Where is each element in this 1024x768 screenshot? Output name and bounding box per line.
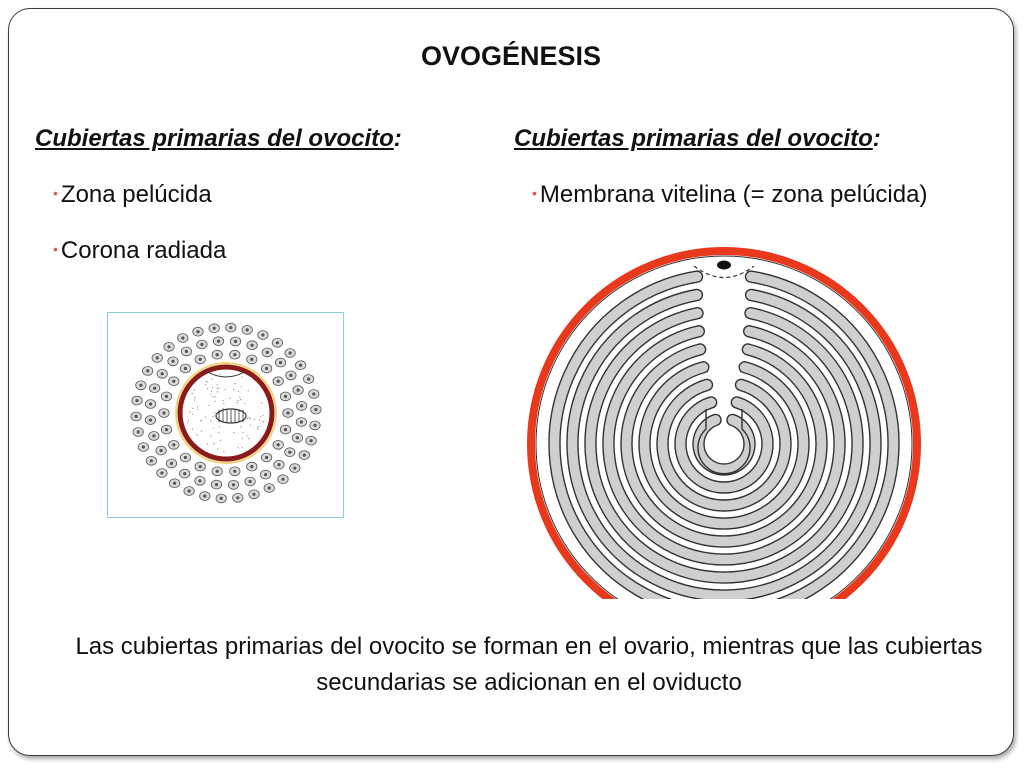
cell-nucleus — [296, 436, 299, 439]
cytoplasm-dot — [210, 393, 211, 394]
cell-nucleus — [170, 462, 173, 465]
cell-nucleus — [279, 361, 282, 364]
cytoplasm-dot — [217, 448, 218, 449]
cell-nucleus — [261, 333, 264, 336]
cell-nucleus — [232, 483, 235, 486]
cytoplasm-dot — [192, 393, 193, 394]
cell-nucleus — [216, 470, 219, 473]
cell-nucleus — [199, 358, 202, 361]
cytoplasm-dot — [215, 401, 216, 402]
cytoplasm-dot — [192, 414, 193, 415]
bullet-dot-icon: • — [532, 185, 537, 201]
cell-nucleus — [150, 459, 153, 462]
cell-nucleus — [200, 343, 203, 346]
cytoplasm-dot — [218, 432, 219, 433]
cytoplasm-dot — [212, 396, 213, 397]
cell-nucleus — [160, 449, 163, 452]
cell-nucleus — [286, 411, 289, 414]
cytoplasm-dot — [223, 408, 224, 409]
cell-nucleus — [185, 350, 188, 353]
page-title: OVOGÉNESIS — [420, 41, 602, 71]
cell-nucleus — [149, 402, 152, 405]
cytoplasm-dot — [238, 391, 239, 392]
cytoplasm-dot — [242, 432, 243, 433]
cytoplasm-dot — [249, 417, 250, 418]
cell-nucleus — [277, 380, 280, 383]
cell-nucleus — [251, 344, 254, 347]
cell-nucleus — [250, 465, 253, 468]
cell-nucleus — [139, 384, 142, 387]
cell-nucleus — [265, 456, 268, 459]
cytoplasm-dot — [258, 426, 259, 427]
cytoplasm-dot — [212, 387, 213, 388]
cytoplasm-dot — [212, 379, 213, 380]
cytoplasm-dot — [206, 381, 207, 382]
cell-nucleus — [266, 351, 269, 354]
cytoplasm-dot — [189, 412, 190, 413]
cell-nucleus — [215, 483, 218, 486]
cell-nucleus — [172, 443, 175, 446]
cell-nucleus — [236, 496, 239, 499]
cell-nucleus — [135, 399, 138, 402]
cell-nucleus — [233, 470, 236, 473]
cytoplasm-dot — [201, 431, 202, 432]
cell-nucleus — [268, 486, 271, 489]
cytoplasm-dot — [195, 397, 196, 398]
cell-nucleus — [162, 411, 165, 414]
cytoplasm-dot — [257, 427, 258, 428]
cytoplasm-dot — [260, 416, 261, 417]
cytoplasm-dot — [242, 377, 243, 378]
cytoplasm-dot — [261, 403, 262, 404]
cell-nucleus — [281, 478, 284, 481]
cytoplasm-dot — [248, 438, 249, 439]
cell-nucleus — [307, 377, 310, 380]
cytoplasm-dot — [233, 432, 234, 433]
cell-nucleus — [184, 367, 187, 370]
bullet-text: Corona radiada — [60, 237, 227, 264]
cell-nucleus — [246, 328, 249, 331]
cell-nucleus — [310, 439, 313, 442]
cytoplasm-dot — [207, 388, 208, 389]
cytoplasm-dot — [218, 388, 219, 389]
cytoplasm-dot — [215, 412, 216, 413]
cytoplasm-dot — [242, 447, 243, 448]
cytoplasm-dot — [259, 420, 260, 421]
cell-nucleus — [288, 451, 291, 454]
oocyte-membrane — [180, 367, 272, 459]
cell-nucleus — [250, 358, 253, 361]
cell-nucleus — [137, 430, 140, 433]
cytoplasm-dot — [262, 415, 263, 416]
left-heading-colon: : — [393, 125, 402, 152]
cytoplasm-dot — [205, 416, 206, 417]
cell-nucleus — [217, 340, 220, 343]
cytoplasm-dot — [220, 440, 221, 441]
vitelline-egg-figure — [524, 239, 924, 604]
cytoplasm-dot — [242, 437, 243, 438]
egg-with-vitelline-membrane-icon — [524, 239, 924, 599]
cell-nucleus — [146, 369, 149, 372]
cell-nucleus — [173, 482, 176, 485]
cell-nucleus — [156, 356, 159, 359]
germinal-disc — [717, 261, 731, 270]
cytoplasm-dot — [219, 426, 220, 427]
cytoplasm-dot — [187, 422, 188, 423]
cytoplasm-dot — [211, 436, 212, 437]
cytoplasm-dot — [257, 429, 258, 430]
cytoplasm-dot — [247, 418, 248, 419]
bullet-text: Membrana vitelina (= zona pelúcida) — [539, 181, 928, 208]
cell-nucleus — [203, 495, 206, 498]
cytoplasm-dot — [208, 405, 209, 406]
right-column-heading — [514, 125, 881, 153]
cytoplasm-dot — [219, 374, 220, 375]
cytoplasm-dot — [210, 420, 211, 421]
cell-nucleus — [213, 327, 216, 330]
cell-nucleus — [161, 372, 164, 375]
cytoplasm-dot — [239, 396, 240, 397]
cell-nucleus — [229, 326, 232, 329]
cytoplasm-dot — [263, 421, 264, 422]
cell-nucleus — [249, 480, 252, 483]
cytoplasm-dot — [194, 389, 195, 390]
cytoplasm-dot — [244, 403, 245, 404]
cytoplasm-dot — [214, 443, 215, 444]
cell-nucleus — [153, 387, 156, 390]
cell-nucleus — [199, 465, 202, 468]
cytoplasm-dot — [238, 447, 239, 448]
cell-nucleus — [152, 434, 155, 437]
cytoplasm-dot — [223, 403, 224, 404]
cell-nucleus — [265, 367, 268, 370]
cytoplasm-dot — [217, 384, 218, 385]
cell-nucleus — [167, 345, 170, 348]
cytoplasm-dot — [205, 384, 206, 385]
cell-nucleus — [142, 445, 145, 448]
cell-nucleus — [300, 420, 303, 423]
cell-nucleus — [233, 353, 236, 356]
cell-nucleus — [303, 454, 306, 457]
cytoplasm-dot — [213, 428, 214, 429]
cell-nucleus — [297, 389, 300, 392]
cell-nucleus — [183, 472, 186, 475]
cytoplasm-dot — [213, 416, 214, 417]
left-column-heading — [35, 125, 402, 153]
cell-nucleus — [196, 330, 199, 333]
cytoplasm-dot — [250, 418, 251, 419]
cell-nucleus — [313, 424, 316, 427]
bullet-zona-pelucida — [53, 181, 212, 209]
cell-nucleus — [234, 340, 237, 343]
cytoplasm-dot — [215, 396, 216, 397]
bullet-membrana-vitelina — [532, 181, 927, 209]
cell-nucleus — [165, 395, 168, 398]
cell-nucleus — [299, 364, 302, 367]
cytoplasm-dot — [223, 451, 224, 452]
cytoplasm-dot — [188, 420, 189, 421]
cytoplasm-dot — [248, 390, 249, 391]
cytoplasm-dot — [192, 408, 193, 409]
cytoplasm-dot — [240, 426, 241, 427]
cell-nucleus — [289, 351, 292, 354]
cell-nucleus — [300, 404, 303, 407]
cytoplasm-dot — [240, 399, 241, 400]
cell-nucleus — [252, 493, 255, 496]
cell-nucleus — [216, 353, 219, 356]
cytoplasm-dot — [217, 391, 218, 392]
cytoplasm-dot — [196, 435, 197, 436]
slide — [8, 8, 1014, 756]
cell-nucleus — [171, 360, 174, 363]
cell-nucleus — [289, 374, 292, 377]
cytoplasm-dot — [250, 425, 251, 426]
bullet-text: Zona pelúcida — [60, 181, 212, 208]
footer-caption: Las cubiertas primarias del ovocito se forman en el ovario, mientras que las cubiertas secundarias se adicionan en el oviducto — [75, 633, 983, 696]
cell-nucleus — [172, 380, 175, 383]
cell-nucleus — [276, 341, 279, 344]
cytoplasm-dot — [197, 406, 198, 407]
right-heading-colon: : — [872, 125, 881, 152]
cytoplasm-dot — [194, 399, 195, 400]
cell-nucleus — [198, 479, 201, 482]
cell-nucleus — [165, 428, 168, 431]
cytoplasm-dot — [223, 400, 224, 401]
left-heading-text: Cubiertas primarias del ovocito — [35, 125, 394, 152]
cytoplasm-dot — [254, 419, 255, 420]
cytoplasm-dot — [217, 388, 218, 389]
cell-nucleus — [135, 415, 138, 418]
cell-nucleus — [160, 471, 163, 474]
cytoplasm-dot — [225, 389, 226, 390]
cell-nucleus — [181, 336, 184, 339]
cell-nucleus — [264, 473, 267, 476]
right-heading-text: Cubiertas primarias del ovocito — [514, 125, 873, 152]
oocyte-with-corona-radiata-icon — [108, 313, 343, 517]
bullet-corona-radiada — [53, 237, 226, 265]
cytoplasm-dot — [211, 391, 212, 392]
cell-nucleus — [277, 443, 280, 446]
cytoplasm-dot — [233, 389, 234, 390]
cell-nucleus — [284, 428, 287, 431]
cytoplasm-dot — [237, 402, 238, 403]
cell-nucleus — [277, 463, 280, 466]
cytoplasm-dot — [197, 409, 198, 410]
cytoplasm-dot — [241, 386, 242, 387]
cytoplasm-dot — [192, 429, 193, 430]
cell-nucleus — [284, 395, 287, 398]
cytoplasm-dot — [200, 420, 201, 421]
cytoplasm-dot — [246, 435, 247, 436]
cytoplasm-dot — [207, 443, 208, 444]
cell-nucleus — [314, 408, 317, 411]
cytoplasm-dot — [229, 398, 230, 399]
cell-nucleus — [149, 419, 152, 422]
bullet-dot-icon: • — [53, 241, 58, 257]
cytoplasm-dot — [234, 383, 235, 384]
cell-nucleus — [312, 392, 315, 395]
cell-nucleus — [188, 489, 191, 492]
cell-nucleus — [220, 497, 223, 500]
oocyte-corona-radiata-figure — [107, 312, 344, 518]
cell-nucleus — [184, 456, 187, 459]
cell-nucleus — [293, 467, 296, 470]
bullet-dot-icon: • — [53, 185, 58, 201]
cytoplasm-dot — [238, 400, 239, 401]
